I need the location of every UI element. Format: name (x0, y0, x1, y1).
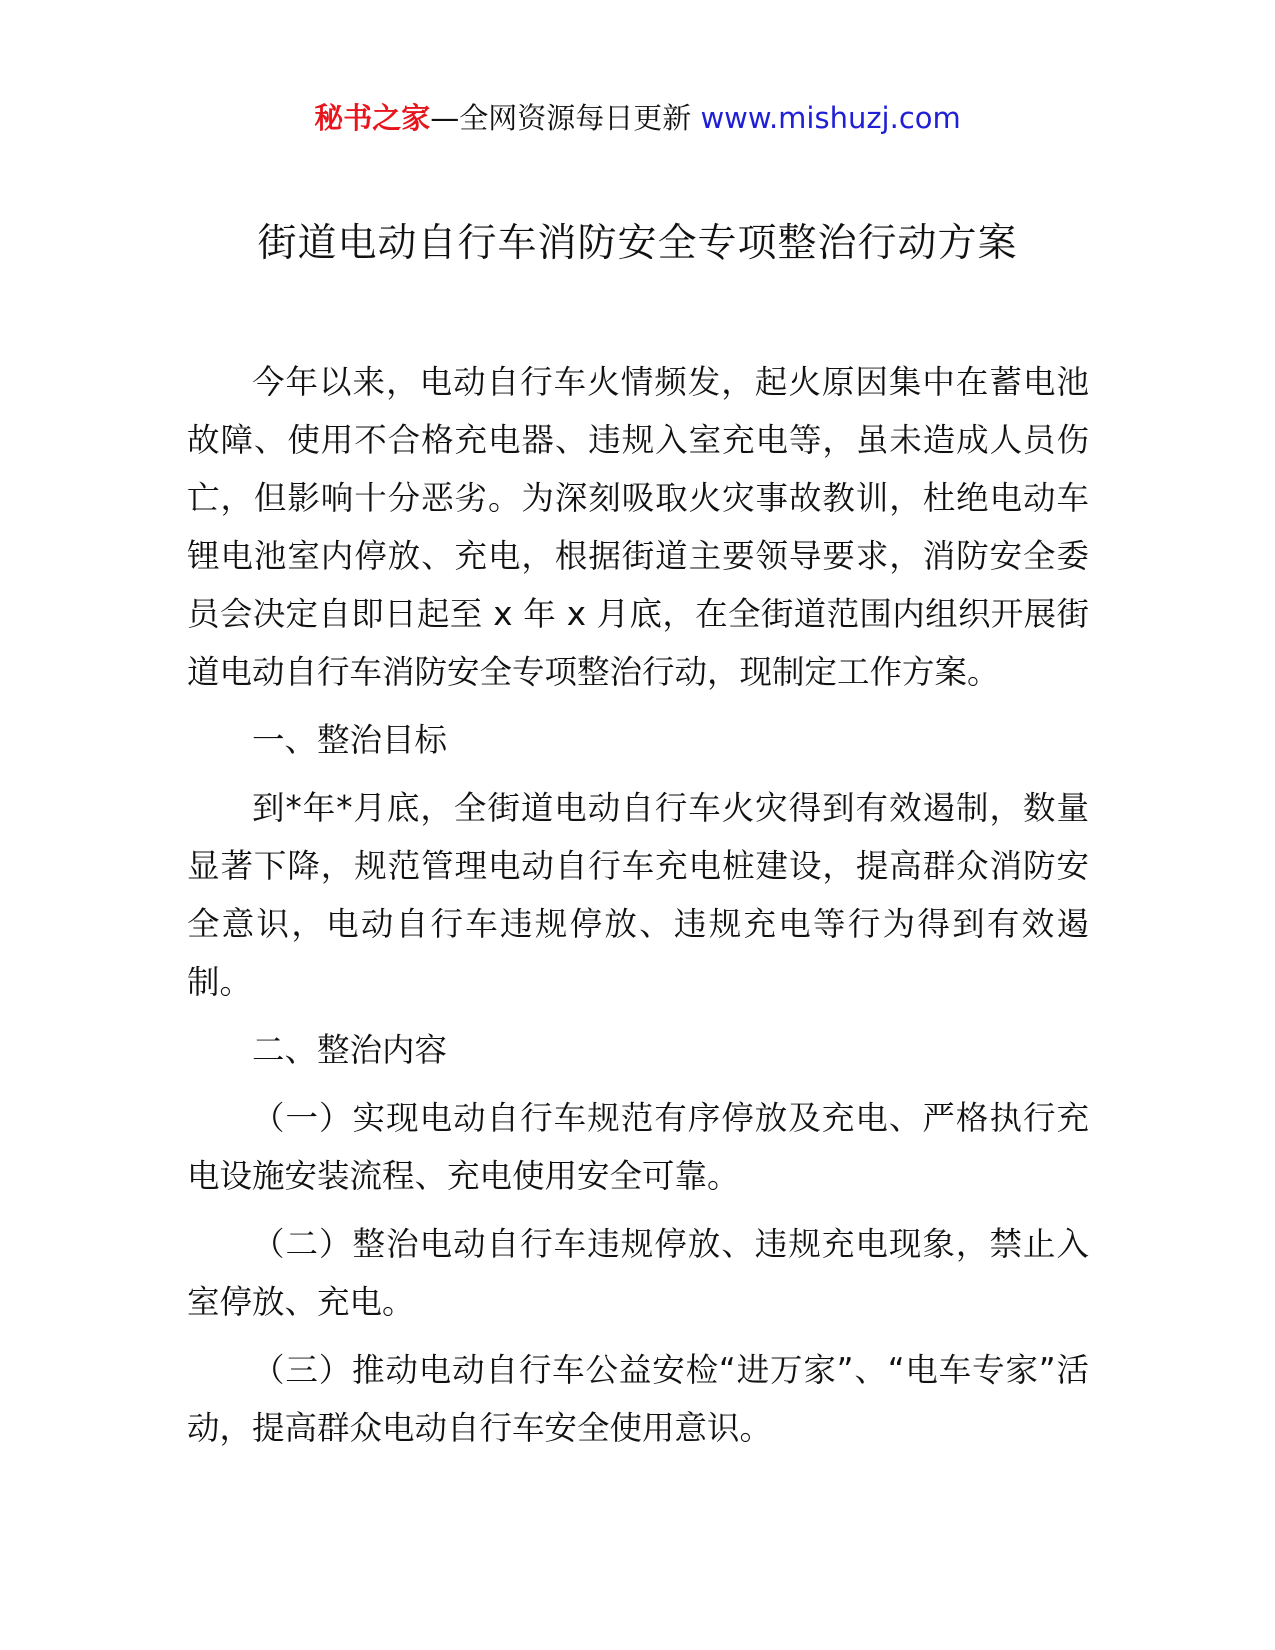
site-header (0, 98, 1275, 138)
section-heading-content: 二、整治内容 (252, 1031, 448, 1069)
content-item-3: （三）推动电动自行车公益安检“进万家”、“电车专家”活动，提高群众电动自行车安全使用意识。 (187, 1351, 1089, 1447)
section-heading-goal: 一、整治目标 (252, 721, 448, 759)
content-item-1: （一）实现电动自行车规范有序停放及充电、严格执行充电设施安装流程、充电使用安全可靠。 (187, 1099, 1089, 1195)
intro-paragraph: 今年以来，电动自行车火情频发，起火原因集中在蓄电池故障、使用不合格充电器、违规入室充电等，虽未造成人员伤亡，但影响十分恶劣。为深刻吸取火灾事故教训，杜绝电动车锂电池室内停放、充电，根据街道主要领导要求，消防安全委员会决定自即日起至 x 年 x 月底，在全街道范围内组织开展街道电动自行车消防安全专项整治行动，现制定工作方案。 (187, 363, 1089, 691)
goal-paragraph: 到*年*月底，全街道电动自行车火灾得到有效遏制，数量显著下降，规范管理电动自行车充电桩建设，提高群众消防安全意识，电动自行车违规停放、违规充电等行为得到有效遏制。 (187, 789, 1089, 1001)
brand-name: 秘书之家 (314, 101, 431, 135)
site-url-link[interactable]: www.mishuzj.com (700, 101, 961, 135)
header-slogan: —全网资源每日更新 (430, 101, 701, 135)
document-title: 街道电动自行车消防安全专项整治行动方案 (257, 221, 1018, 266)
document-body (187, 353, 1089, 1467)
content-item-2: （二）整治电动自行车违规停放、违规充电现象，禁止入室停放、充电。 (187, 1225, 1089, 1321)
